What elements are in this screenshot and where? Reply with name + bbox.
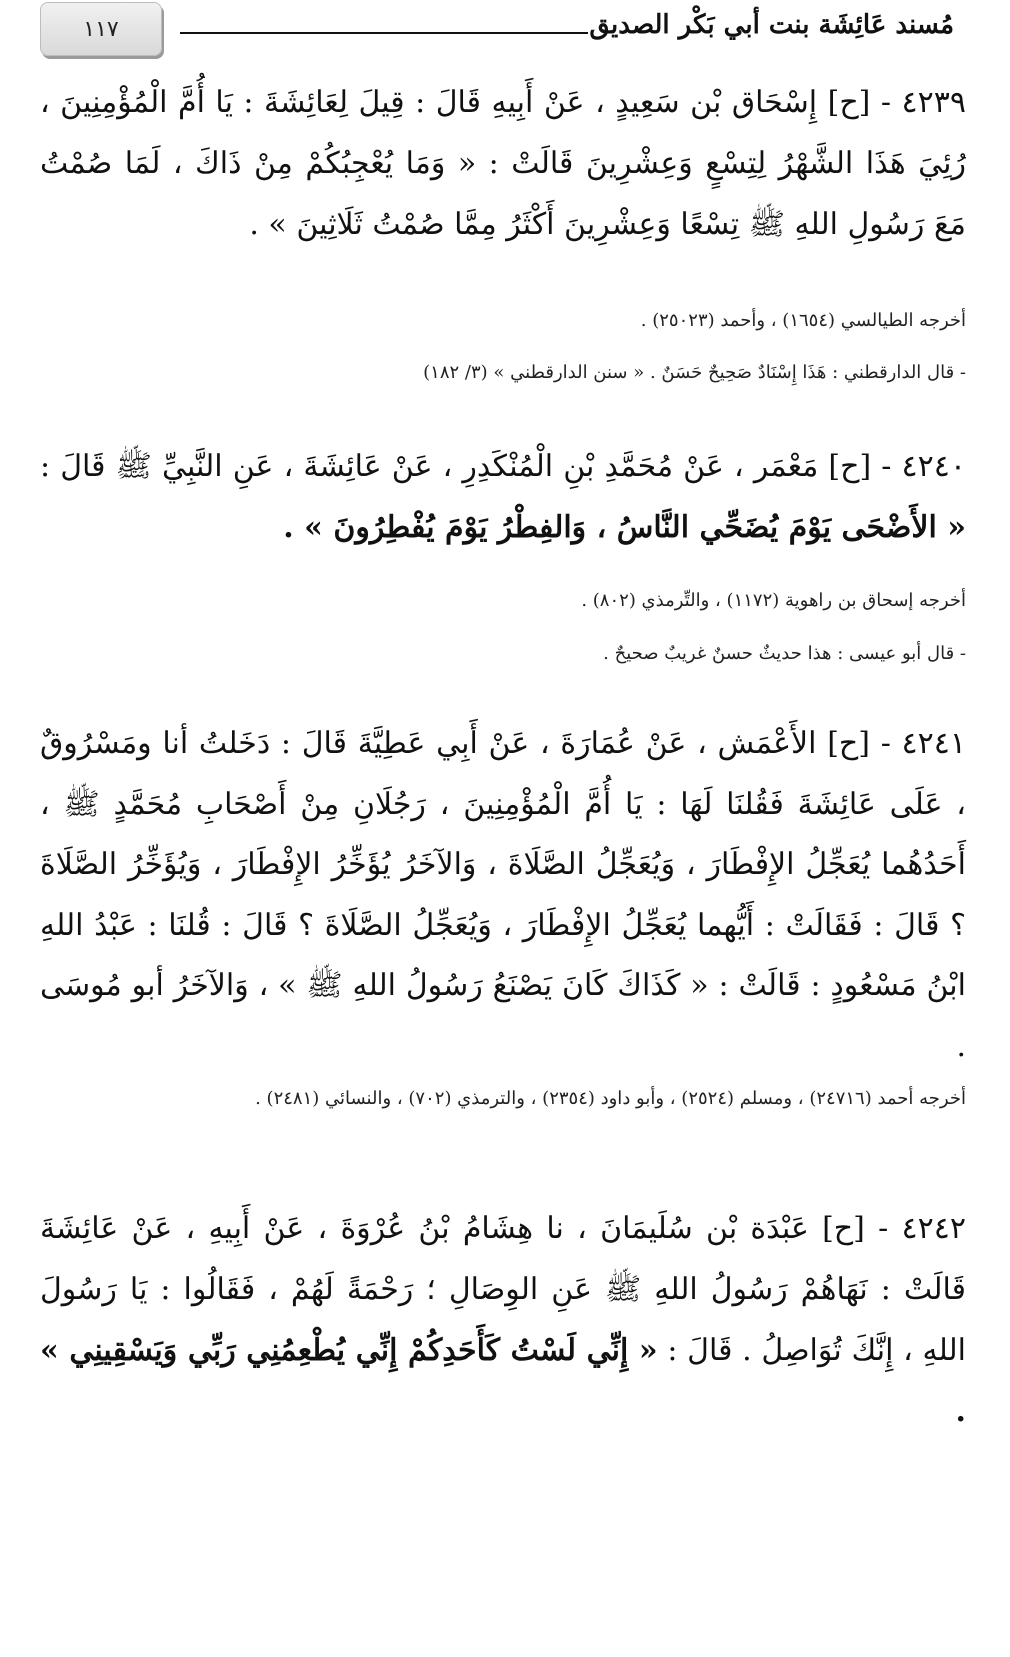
page-number-badge (40, 2, 162, 56)
page-number: ١١٧ (83, 16, 119, 42)
hadith-text: ٤٢٤٢ - [ح] عَبْدَة بْن سُلَيمَانَ ، نا هِشَامُ بْنُ عُرْوَةَ ، عَنْ أَبِيهِ ، عَنْ عَائِشَةَ قَالَتْ : نَهَاهُمْ رَسُولُ اللهِ ﷺ عَنِ الوِصَالِ ؛ رَحْمَةً لَهُمْ ، فَقَالُوا : يَا رَسُولَ اللهِ ، إِنَّكَ تُوَاصِلُ . قَالَ : (40, 1211, 966, 1368)
hadith-4239 (40, 72, 966, 255)
running-title: مُسند عَائِشَة بنت أبي بَكْر الصديق (589, 10, 954, 40)
header-rule (180, 32, 588, 34)
hadith-4241-takhrij: أخرجه أحمد (٢٤٧١٦) ، ومسلم (٢٥٢٤) ، وأبو داود (٢٣٥٤) ، والترمذي (٧٠٢) ، والنسائي (٢٤٨١) . (255, 1088, 966, 1109)
hadith-4239-grading: - قال الدارقطني : هَذَا إِسْنَادٌ صَحِيحٌ حَسَنٌ . « سنن الدارقطني » (٣/ ١٨٢) (423, 362, 966, 383)
hadith-4240-grading: - قال أبو عيسى : هذا حديثٌ حسنٌ غريبٌ صحيحٌ . (603, 643, 966, 664)
hadith-4242 (40, 1198, 966, 1442)
prophetic-saying: « الأَضْحَى يَوْمَ يُضَحِّي النَّاسُ ، وَالفِطْرُ يَوْمَ يُفْطِرُونَ » . (283, 510, 966, 545)
hadith-text: ٤٢٣٩ - [ح] إِسْحَاق بْن سَعِيدٍ ، عَنْ أَبِيهِ قَالَ : قِيلَ لِعَائِشَةَ : يَا أُمَّ الْمُؤْمِنِينَ ، رُئِيَ هَذَا الشَّهْرُ لِتِسْعٍ وَعِشْرِينَ قَالَتْ : « وَمَا يُعْجِبُكُمْ مِنْ ذَاكَ ، لَمَا صُمْتُ مَعَ رَسُولِ اللهِ ﷺ تِسْعًا وَعِشْرِينَ أَكْثَرُ مِمَّا صُمْتُ ثَلَاثِينَ » . (40, 85, 966, 242)
prophetic-saying: « إِنِّي لَسْتُ كَأَحَدِكُمْ إِنِّي يُطْعِمُنِي رَبِّي وَيَسْقِينِي » . (40, 1333, 966, 1429)
hadith-text: ٤٢٤٠ - [ح] مَعْمَر ، عَنْ مُحَمَّدِ بْنِ الْمُنْكَدِرِ ، عَنْ عَائِشَةَ ، عَنِ النَّبِيِّ ﷺ قَالَ : (40, 449, 966, 484)
hadith-4241 (40, 714, 966, 1077)
hadith-text: ٤٢٤١ - [ح] الأَعْمَش ، عَنْ عُمَارَةَ ، عَنْ أَبِي عَطِيَّةَ قَالَ : دَخَلتُ أنا ومَسْرُوقٌ ، عَلَى عَائِشَةَ فَقُلنَا لَهَا : يَا أُمَّ الْمُؤْمِنِينَ ، رَجُلَانِ مِنْ أَصْحَابِ مُحَمَّدٍ ﷺ ، أَحَدُهُما يُعَجِّلُ الإِفْطَارَ ، وَيُعَجِّلُ الصَّلَاةَ ، وَالآخَرُ يُؤَخِّرُ الإِفْطَارَ ، وَيُؤَخِّرُ الصَّلَاةَ ؟ قَالَ : فَقَالَتْ : أَيُّهما يُعَجِّلُ الإِفْطَارَ ، وَيُعَجِّلُ الصَّلَاةَ ؟ قَالَ : قُلنَا : عَبْدُ اللهِ ابْنُ مَسْعُودٍ : قَالَتْ : « كَذَاكَ كَانَ يَصْنَعُ رَسُولُ اللهِ ﷺ » ، وَالآخَرُ أبو مُوسَى . (40, 726, 966, 1064)
hadith-4239-takhrij: أخرجه الطيالسي (١٦٥٤) ، وأحمد (٢٥٠٢٣) . (640, 310, 966, 331)
hadith-4240-takhrij: أخرجه إسحاق بن راهوية (١١٧٢) ، والتِّرمذي (٨٠٢) . (581, 590, 966, 611)
hadith-4240 (40, 436, 966, 558)
